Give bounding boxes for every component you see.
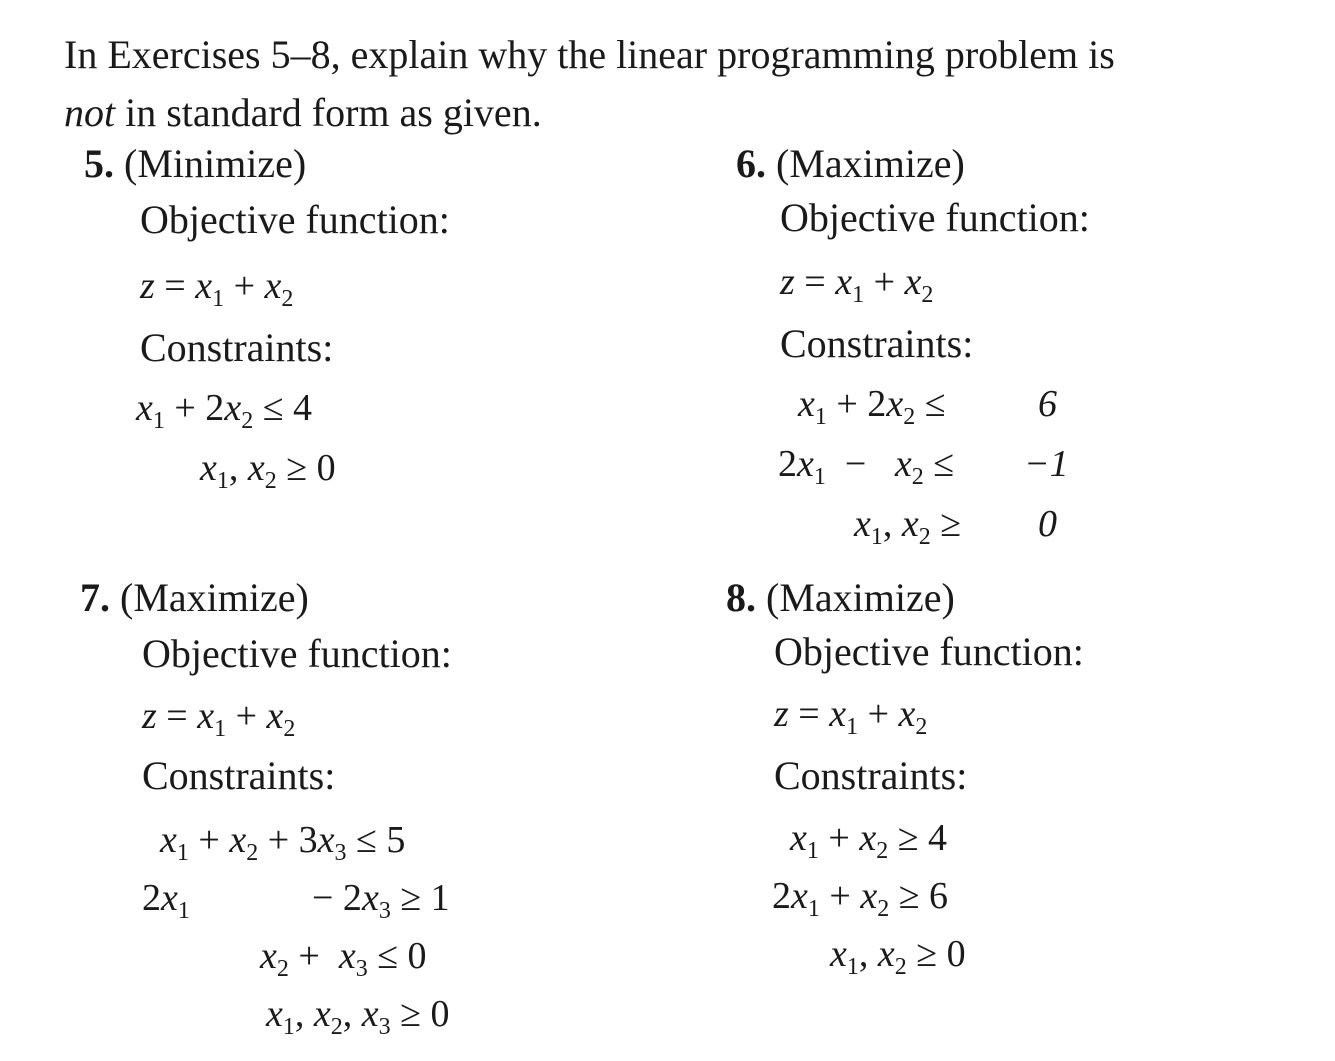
exercise-number: 7. [80,575,110,620]
instructions-line-1: In Exercises 5–8, explain why the linear programming problem is [64,32,1115,77]
instructions [64,26,1264,142]
constraint-3: $x_2 + x_3 \le 0$ [260,935,427,982]
optimization-type: (Maximize) [776,141,965,186]
instructions-line-2-rest: in standard form as given. [115,90,542,135]
constraint-2-rhs: 1 [430,877,450,919]
optimization-type: (Maximize) [766,575,955,620]
exercise-number: 6. [736,141,766,186]
exercise-8 [726,574,1286,994]
constraint-1: $x_1 + 2x_2 \le 4$ [136,387,313,434]
objective-equation: $z = x_1 + x_2$ [140,265,294,312]
constraint-3-rhs: 0 [1038,503,1057,545]
objective-label: Objective function: [140,197,450,242]
exercise-6-heading [736,140,965,187]
constraint-1-rhs: 6 [1038,383,1057,425]
constraints-label: Constraints: [780,321,974,366]
objective-equation: $z = x_1 + x_2$ [142,695,296,742]
constraint-1: $x_1 + x_2 \ge 4$ [790,817,948,864]
constraint-1-rhs: 4 [293,387,313,429]
constraints-label: Constraints: [774,753,968,798]
constraint-1-rhs: 5 [386,819,406,861]
constraint-2: $x_1$, $x_2 \ge 0$ [200,447,336,494]
exercise-number: 8. [726,575,756,620]
exercise-5 [84,140,644,540]
constraint-3: $x_1$, $x_2 \ge 0$ [830,933,966,980]
constraint-2-rhs: −1 [1024,443,1069,485]
instructions-line-2 [64,84,1264,142]
emphasis-not: not [64,90,116,135]
exercise-number: 5. [84,141,114,186]
optimization-type: (Maximize) [120,575,309,620]
exercise-8-heading [726,574,955,621]
constraint-1-rhs: 4 [928,817,948,859]
constraint-1: $x_1 + x_2 + 3x_3 \le 5$ [160,819,406,866]
constraint-2: $2x_1 + x_2 \ge 6$ [772,875,949,922]
constraint-3-rhs: 0 [946,933,966,975]
exercise-5-heading [84,140,306,187]
constraints-label: Constraints: [142,753,336,798]
objective-label: Objective function: [774,629,1084,674]
constraints-label: Constraints: [140,325,334,370]
exercise-7-heading [80,574,309,621]
objective-equation: $z = x_1 + x_2$ [780,261,934,308]
optimization-type: (Minimize) [124,141,307,186]
objective-equation: $z = x_1 + x_2$ [774,693,928,740]
objective-label: Objective function: [142,631,452,676]
exercise-6: 6. (Maximize) Objective function: $z = x_1 + x_2$ Constraints: $x_1 + 2x_2$ ≤ 6 $2x_1 - x_2$ ≤ −1 $x_1$, $x_2$ ≥ 0 [736,141,1090,550]
constraint-2-rhs: 0 [316,447,336,489]
objective-label: Objective function: [780,195,1090,240]
constraint-3-rhs: 0 [407,935,427,977]
constraint-2-rhs: 6 [929,875,949,917]
constraint-4-rhs: 0 [430,993,450,1035]
exercise-7: 7. (Maximize) Objective function: $z = x_1 + x_2$ Constraints: $x_1 + x_2 + 3x_3 \le 5$ $2x_1$ − $2x_3 \ge 1$ $x_2 + x_3 \le 0$ $x_1$, $x_2$, $x_3 \ge 0$ [80,575,452,1040]
constraint-4: $x_1$, $x_2$, $x_3 \ge 0$ [266,993,450,1040]
